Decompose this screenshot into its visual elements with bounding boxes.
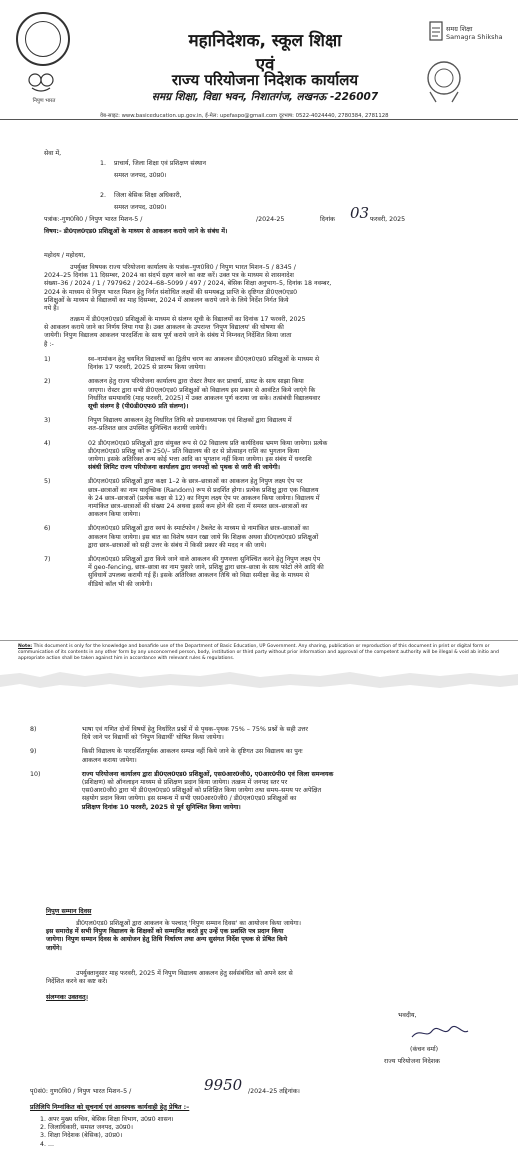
item-number: 8) [30,726,37,733]
item-line: वीडियो कॉल भी की जायेगी। [88,580,153,588]
list-item [44,525,504,550]
disclaimer-text: This document is only for the knowledge and bonafide use of the Department of Basic Education, UP Government. Any sharing, publication or reproduction of this document in print or digital form or communication of its contents in any other form by any unconcerned person, body, institution or third party without prior information and approval of the competent authority will be illegal & void ab initio and appropriate action shall be taken against him in accordance with relevant rules & regulations. [18,644,499,661]
item-line: डी0एल0एड0 प्रशिक्षुओं द्वारा स्वयं के स्मार्टफोन / टैबलेट के माध्यम से नामांकित छात्र–छात्राओं का [88,525,309,533]
nipun-line: जायेगा। निपुण सम्मान दिवस के आयोजन हेतु तिथि निर्धारण तथा अन्य सुसंगत निर्देश पृथक से प्रेषित किये [46,936,288,944]
p1-line: संख्या–36 / 2024 / 1 / 797962 / 2024–68–5099 / 497 / 2024, बेसिक शिक्षा अनुभाग–5, दिनांक 18 नवम्बर, [44,280,332,288]
item-line: शत–प्रतिशत छात्र उपस्थित सुनिश्चित करायी जायेगी। [88,425,207,433]
p1-line: 2024 के माध्यम से निपुण भारत मिशन हेतु निर्गत संशोधित लक्ष्यों की समयबद्ध प्राप्ति के दृष्टिगत डी0एल0एड0 [44,288,298,296]
closing-line: उपर्युक्तानुसार माह फरवरी, 2025 में निपुण विद्यालय आकलन हेतु सर्वसंबंधित को अपने स्तर से [76,970,293,977]
page-tear-separator [0,669,518,691]
item-line: एस0आर0जी0 द्वारा भी डी0एल0एड0 प्रशिक्षुओं को प्रशिक्षित किया जायेगा तथा समय–समय पर अपेक्षित [81,787,322,795]
item-number: 10) [30,770,41,778]
item-line: संबंधी लिमिट राज्य परियोजना कार्यालय द्वारा जनपदों को पृथक से जारी की जायेगी। [88,464,280,472]
instruction-list [44,356,504,595]
disclaimer-label: Note: [18,644,33,649]
signatory-designation: राज्य परियोजना निदेशक [384,1058,440,1065]
item-text [88,378,498,411]
item-number: 6) [44,525,51,533]
item-number: 3) [44,417,51,425]
item-line: सूची संलग्न है (पी0डी0एफ0 प्रति संलग्न)। [88,403,189,411]
nipun-samman-heading: निपुण सम्मान दिवस [46,908,92,915]
salutation: महोदय / महोदया, [44,252,86,259]
copy-item: 3. शिक्षा निदेशक (बेसिक), उ0प्र0। [40,1132,123,1140]
signature-scribble [410,1025,470,1041]
nipun-line: डी0एल0एड0 प्रशिक्षुओं द्वारा आकलन के पश्चात् 'निपुण सम्मान दिवस' का आयोजन किया जायेगा। [76,920,301,927]
subject-line: विषय:- डी0एल0एड0 प्रशिक्षुओं के माध्यम से आकलन कराये जाने के संबंध में। [44,228,228,235]
list-item [44,478,504,519]
item-text [82,771,500,812]
office-address: समग्र शिक्षा, विद्या भवन, निशातगंज, लखनऊ -226007 [151,91,379,103]
item-line: जायेगा। इसके अतिरिक्त अन्य कोई भत्ता आदि का भुगतान नहीं किया जायेगा। इस संबंध में धनराशि [88,456,312,464]
item-number: 5) [44,478,51,486]
samagra-shiksha-logo-icon [428,20,444,42]
item-line: डी0एल0एड0 प्रशिक्षुओं द्वारा कक्षा 1–2 के छात्र–छात्राओं का आकलन हेतु निपुण लक्ष्य ऐप पर [88,478,303,486]
dinank-label: दिनांक [320,216,335,223]
item-line: डी0एल0एड0 प्रशिक्षु को रू 250/– प्रति विद्यालय की दर से प्रोत्साहन राशि का भुगतान किया [88,447,300,455]
office-title-line3: राज्य परियोजना निदेशक कार्यालय [171,71,359,89]
list-item [44,356,504,372]
nipun-bharat-emblem-icon [26,68,56,94]
item-line: आकलन किया जायेगा। [88,511,141,519]
recipient-2-num: 2. [100,192,107,199]
item-number: 7) [44,556,51,564]
samagra-english: Samagra Shiksha [446,33,503,41]
item-line: द्वारा छात्र–छात्राओं को सही उत्तर के संबंध में किसी प्रकार की मदद न की जाये। [88,541,267,549]
copy-item: 2. जिलाधिकारी, समस्त जनपद, उ0प्र0। [40,1124,133,1132]
item-number: 4) [44,439,51,447]
item-line: के 24 छात्र–छात्राओं (प्रत्येक कक्षा से 12) का निपुण लक्ष्य ऐप पर आकलन किया जायेगा। विद्यालय में [88,494,320,502]
sanlagnak: संलग्नकः उक्तवत्। [46,994,88,1001]
item-line: आकलन किया जायेगा। इस बात का विशेष ध्यान रखा जाये कि शिक्षक अथवा डी0एल0एड0 प्रशिक्षुओं [88,533,319,541]
sewa-mein: सेवा में, [44,150,62,157]
item-line: सहयोग प्रदान किया जायेगा। इस सम्बन्ध में सभी एस0आर0जी0 / डी0एल0एड0 प्रशिक्षुओं का [81,795,297,803]
recipient-1-num: 1. [100,160,107,167]
paragraph-2 [44,316,484,349]
recipient-1-line1: प्राचार्य, जिला शिक्षा एवं प्रशिक्षण संस्थान [114,160,207,167]
item-text [82,748,500,764]
item-line: छात्र–छात्राओं का नाम यादृच्छिक (Random) रूप से प्रदर्शित होगा। प्रत्येक प्रशिक्षु द्वारा एक विद्यालय [88,486,319,494]
nipun-badge-icon [418,56,470,104]
handwritten-dispatch-number: 9950 [204,1076,243,1094]
item-line: आकलन कराया जायेगा। [81,756,137,764]
recipient-2-line1: जिला बेसिक शिक्षा अधिकारी, [114,192,182,199]
copy-heading: प्रतिलिपि निम्नांकित को सूचनार्थ एवं आवश्यक कार्यवाही हेतु प्रेषित :– [30,1104,190,1111]
item-number: 9) [30,748,37,756]
patrank: पत्रांक:-गुण0वि0 / निपुण भारत मिशन-5 / [44,216,143,223]
closing-para [46,970,496,986]
disclaimer-divider [0,640,518,641]
p1-line: 2024–25 दिनांक 11 दिसम्बर, 2024 का संदर्भ ग्रहण करने का कष्ट करें। उक्त पत्र के माध्यम से शासनादेश [44,272,294,280]
item-line: (प्रशिक्षण) को ऑनलाइन माध्यम से प्रशिक्षण प्रदान किया जायेगा। तत्क्रम में जनपद स्तर पर [81,779,288,787]
list-item [30,726,500,742]
paragraph-1 [44,264,484,313]
p2-line: तत्क्रम में डी0एल0एड0 प्रशिक्षुओं के माध्यम से संलग्न सूची के विद्यालयों का दिनांक 17 फरवरी, 2025 [70,316,306,323]
instruction-list-continued [30,726,500,818]
bhavdiya: भवदीय, [398,1012,417,1019]
nipun-line: इस समारोह में सभी निपुण विद्यालय के शिक्षकों को सम्मानित करते हुए उन्हें एक प्रशस्ति पत्र प्रदान किया [46,928,284,936]
department-seal-logo [16,12,70,66]
handwritten-date: 03 [350,204,370,222]
item-text [88,440,498,473]
list-item [44,440,504,473]
copy-list [40,1116,480,1149]
item-line: आकलन हेतु राज्य परियोजना कार्यालय द्वारा रोस्टर तैयार कर प्राचार्य, डायट के साथ साझा किया [88,378,304,386]
list-item [30,748,500,764]
list-item [30,771,500,812]
samagra-hindi: समग्र शिक्षा [446,25,473,33]
item-line: निर्धारित समयावधि (माह फरवरी, 2025) में उक्त आकलन पूर्ण कराया जा सके। तत्संबंधी विद्यालयवार [88,394,321,402]
office-title-line2: एवं [255,55,275,75]
item-text [88,478,498,519]
item-text [88,417,498,433]
footer-year: /2024–25 तद्दिनांक। [248,1088,300,1095]
item-line: में geo-fencing, छात्र–छात्रा का नाम पुकारे जाने, प्रशिक्षु द्वारा छात्र–छात्रा के साथ फोटो लेने आदि की [88,564,324,572]
p2-line: है :- [44,340,54,348]
item-line: 02 डी0एल0एड0 प्रशिक्षुओं द्वारा संयुक्त रूप से 02 विद्यालय प्रति कार्यदिवस भ्रमण किया जायेगा। प्रत्येक [88,439,328,447]
signatory-name: (कंचन वर्मा) [410,1046,439,1053]
nipun-samman-para [46,920,496,953]
item-line: नामांकित छात्र–छात्राओं की संख्या 24 अथवा इससे कम होने की दशा में समस्त छात्र–छात्राओं का [88,503,308,511]
item-text [88,525,498,550]
item-line: किसी विद्यालय के पारदर्शितापूर्वक आकलन सम्पन्न नहीं किये जाने के दृष्टिगत उस विद्यालय का पुनः [81,748,303,756]
p2-line: जायेगी। निपुण विद्यालय आकलन पारदर्शिता के साथ पूर्ण कराये जाने के संबंध में निम्नवत् निर्देशित किया जाता [44,332,292,340]
disclaimer [18,644,504,662]
item-line: दिये जाने पर विद्यार्थी को 'निपुण विद्यार्थी' घोषित किया जायेगा। [81,734,224,742]
footer-patrank: पृ0सं0: गुण0वि0 / निपुण भारत मिशन–5 / [30,1088,132,1095]
list-item [44,417,504,433]
item-line: जाएगा। रोस्टर द्वारा सभी डी0एल0एड0 प्रशिक्षुओं को विद्यालय इस प्रकार से आवंटित किये जाएंगे कि [88,386,316,394]
recipient-1-line2: समस्त जनपद, उ0प्र0। [114,172,167,179]
recipient-2-line2: समस्त जनपद, उ0प्र0। [114,204,167,211]
closing-line: निर्देशित करने का कष्ट करें। [46,978,108,986]
item-number: 2) [44,378,51,386]
logo-caption: निपुण भारत [32,98,56,104]
copy-item: 4. ... [40,1140,55,1148]
p1-line: प्रशिक्षुओं के माध्यम से विद्यालयों का माह दिसम्बर, 2024 में आकलन कराये जाने के लिये निर्देश निर्गत किये [44,296,289,304]
item-line: भाषा एवं गणित दोनों विषयों हेतु निर्धारित प्रश्नों में से पृथक–पृथक 75% – 75% प्रश्नों के सही उत्तर [81,726,308,733]
nipun-line: जायेंगे। [46,944,62,952]
item-text [88,556,498,589]
office-title-line1: महानिदेशक, स्कूल शिक्षा [188,31,342,51]
list-item [44,556,504,589]
p1-line: उपर्युक्त विषयक राज्य परियोजना कार्यालय के पत्रांक–गुण0वि0 / निपुण भारत मिशन–5 / 8345 / [70,264,296,271]
item-line: प्रशिक्षण दिनांक 10 फरवरी, 2025 से पूर्व सुनिश्चित किया जायेगा। [81,803,241,811]
patrank-year: /2024-25 [256,216,285,223]
item-line: सुविधायें उपलब्ध करायी गई हैं। इसके अतिरिक्त आकलन तिथि को विद्या समीक्षा केंद्र के माध्यम से [88,572,310,580]
item-line: राज्य परियोजना कार्यालय द्वारा डी0एल0एड0 प्रशिक्षुओं, एस0आर0जी0, ए0आर0पी0 एवं जिला समन्वयक [81,770,334,778]
item-line: निपुण विद्यालय आकलन हेतु निर्धारित तिथि को प्रधानाध्यापक एवं शिक्षकों द्वारा विद्यालय में [88,417,292,425]
item-line: स्व–नामांकन हेतु चयनित विद्यालयों का द्वितीय चरण का आकलन डी0एल0एड0 प्रशिक्षुओं के माध्यम से [88,356,320,363]
item-line: डी0एल0एड0 प्रशिक्षुओं द्वारा किये जाने वाले आकलन की गुणवत्ता सुनिश्चित करने हेतु निपुण लक्ष्य ऐप [88,556,321,564]
item-text [82,726,500,742]
date-rest: फरवरी, 2025 [370,216,406,223]
item-line: दिनांक 17 फरवरी, 2025 से प्रारम्भ किया जायेगा। [88,364,206,372]
item-number: 1) [44,356,51,363]
copy-item: 1. अपर मुख्य सचिव, बेसिक शिक्षा विभाग, उ0प्र0 शासन। [40,1116,174,1123]
p1-line: गये हैं। [44,305,59,313]
contact-line: वेब-साइट: www.basiceducation.up.gov.in, ई-मेल: upefaspo@gmail.com दूरभाष: 0522-4024440, 2780384, 2781128 [100,113,389,119]
list-item [44,378,504,411]
p2-line: से आकलन कराये जाने का निर्णय लिया गया है। उक्त आकलन के उपरान्त 'निपुण विद्यालय' की घोषणा की [44,324,284,332]
header-divider [0,119,518,120]
item-text [88,356,498,372]
